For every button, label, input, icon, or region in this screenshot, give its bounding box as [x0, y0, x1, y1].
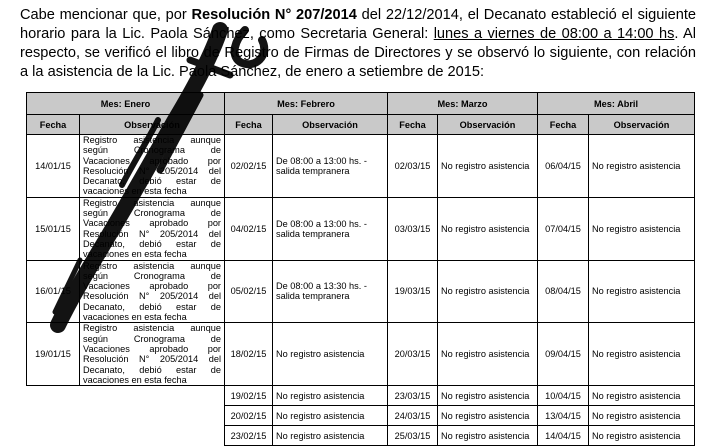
- fecha-header: Fecha: [538, 115, 589, 135]
- febrero-observation: No registro asistencia: [273, 426, 388, 446]
- marzo-date: 20/03/15: [388, 323, 438, 386]
- month-header: Mes: Abril: [538, 93, 695, 115]
- enero-date: 19/01/15: [27, 323, 80, 386]
- abril-observation: No registro asistencia: [589, 197, 695, 260]
- enero-date: 16/01/15: [27, 260, 80, 323]
- febrero-observation: No registro asistencia: [273, 386, 388, 406]
- marzo-observation: No registro asistencia: [438, 197, 538, 260]
- table-row: [27, 135, 695, 198]
- empty-cell: [80, 386, 225, 406]
- febrero-date: 18/02/15: [225, 323, 273, 386]
- marzo-observation: No registro asistencia: [438, 406, 538, 426]
- enero-date: 15/01/15: [27, 197, 80, 260]
- intro-text-2: del 22/12/2014, el Decanato estableció el siguiente horario para la Lic. Paola Sánchez, como Secretaria General:: [20, 7, 696, 42]
- table-row: [27, 406, 695, 426]
- febrero-date: 20/02/15: [225, 406, 273, 426]
- empty-cell: [27, 406, 80, 426]
- observacion-header: Observación: [438, 115, 538, 135]
- month-header: Mes: Enero: [27, 93, 225, 115]
- febrero-date: 19/02/15: [225, 386, 273, 406]
- marzo-observation: No registro asistencia: [438, 260, 538, 323]
- fecha-header: Fecha: [225, 115, 273, 135]
- observacion-header: Observación: [273, 115, 388, 135]
- febrero-observation: De 08:00 a 13:00 hs. - salida tempranera: [273, 197, 388, 260]
- marzo-observation: No registro asistencia: [438, 135, 538, 198]
- table-row: [27, 386, 695, 406]
- enero-observation: Registro asistencia aunque según Cronograma de Vacaciones aprobado por Resolución N° 205/2014 del Decanato, debió estar de vacaciones en esta fecha: [80, 323, 225, 386]
- marzo-date: 24/03/15: [388, 406, 438, 426]
- intro-text-3: . Al respecto, se verificó el libro de Registro de Firmas de Directores y se observó lo siguiente, con relación a la asistencia de la Lic. Paola Sánchez, de enero a setiembre de 2015:: [20, 26, 697, 80]
- month-header: Mes: Febrero: [225, 93, 388, 115]
- abril-observation: No registro asistencia: [589, 135, 695, 198]
- febrero-date: 04/02/15: [225, 197, 273, 260]
- abril-observation: No registro asistencia: [589, 386, 695, 406]
- marzo-date: 03/03/15: [388, 197, 438, 260]
- table-row: [27, 197, 695, 260]
- empty-cell: [80, 406, 225, 426]
- abril-date: 06/04/15: [538, 135, 589, 198]
- schedule-text: lunes a viernes de 08:00 a 14:00 hs: [433, 26, 675, 42]
- abril-date: 09/04/15: [538, 323, 589, 386]
- empty-cell: [27, 386, 80, 406]
- enero-observation: Registro asistencia aunque según Cronograma de Vacaciones aprobado por Resolución N° 205/2014 del Decanato, debió estar de vacaciones en esta fecha: [80, 135, 225, 198]
- enero-date: 14/01/15: [27, 135, 80, 198]
- month-header: Mes: Marzo: [388, 93, 538, 115]
- empty-cell: [80, 426, 225, 446]
- intro-text-1: Cabe mencionar que, por: [20, 7, 192, 23]
- marzo-observation: No registro asistencia: [438, 426, 538, 446]
- abril-observation: No registro asistencia: [589, 323, 695, 386]
- intro-paragraph: [20, 6, 696, 82]
- fecha-header: Fecha: [388, 115, 438, 135]
- febrero-date: 05/02/15: [225, 260, 273, 323]
- empty-cell: [27, 426, 80, 446]
- marzo-date: 23/03/15: [388, 386, 438, 406]
- attendance-table: [26, 92, 695, 446]
- abril-date: 14/04/15: [538, 426, 589, 446]
- abril-observation: No registro asistencia: [589, 426, 695, 446]
- abril-date: 10/04/15: [538, 386, 589, 406]
- marzo-date: 19/03/15: [388, 260, 438, 323]
- observacion-header: Observación: [80, 115, 225, 135]
- febrero-observation: No registro asistencia: [273, 406, 388, 426]
- marzo-date: 25/03/15: [388, 426, 438, 446]
- febrero-observation: No registro asistencia: [273, 323, 388, 386]
- observacion-header: Observación: [589, 115, 695, 135]
- enero-observation: Registro asistencia aunque según Cronograma de Vacaciones aprobado por Resolución N° 205/2014 del Decanato, debió estar de vacaciones en esta fecha: [80, 260, 225, 323]
- column-header-row: [27, 115, 695, 135]
- abril-date: 13/04/15: [538, 406, 589, 426]
- abril-observation: No registro asistencia: [589, 260, 695, 323]
- table-row: [27, 323, 695, 386]
- abril-date: 08/04/15: [538, 260, 589, 323]
- fecha-header: Fecha: [27, 115, 80, 135]
- table-row: [27, 426, 695, 446]
- marzo-date: 02/03/15: [388, 135, 438, 198]
- marzo-observation: No registro asistencia: [438, 323, 538, 386]
- febrero-observation: De 08:00 a 13:00 hs. - salida tempranera: [273, 135, 388, 198]
- resolution-reference: Resolución N° 207/2014: [191, 7, 357, 23]
- marzo-observation: No registro asistencia: [438, 386, 538, 406]
- abril-date: 07/04/15: [538, 197, 589, 260]
- abril-observation: No registro asistencia: [589, 406, 695, 426]
- febrero-date: 23/02/15: [225, 426, 273, 446]
- febrero-date: 02/02/15: [225, 135, 273, 198]
- table-row: [27, 260, 695, 323]
- enero-observation: Registro asistencia aunque según Cronograma de Vacaciones aprobado por Resolución N° 205/2014 del Decanato, debió estar de vacaciones en esta fecha: [80, 197, 225, 260]
- month-header-row: [27, 93, 695, 115]
- febrero-observation: De 08:00 a 13:30 hs. - salida tempranera: [273, 260, 388, 323]
